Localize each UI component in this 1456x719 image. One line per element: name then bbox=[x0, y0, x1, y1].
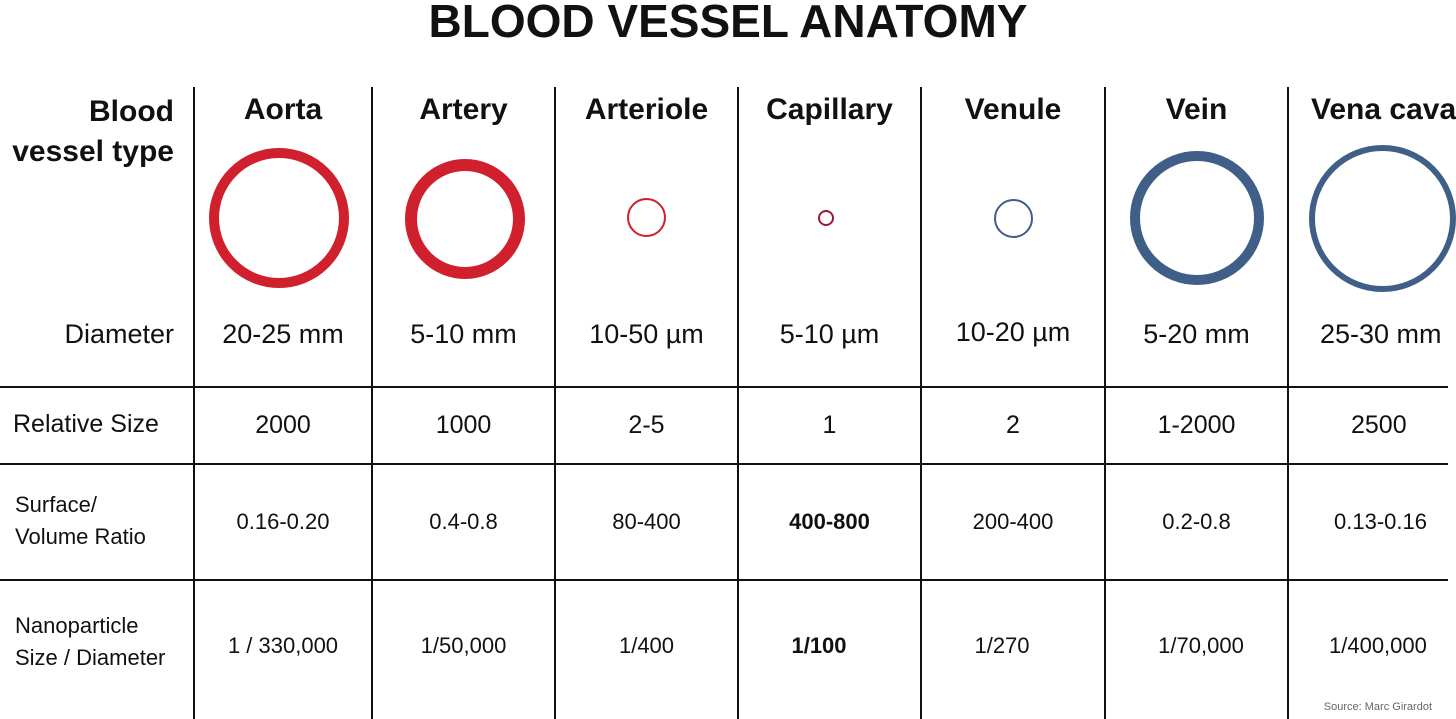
column-header-arteriole: Arteriole bbox=[584, 93, 709, 126]
relative-size-venule: 2 bbox=[1006, 411, 1020, 439]
source-credit: Source: Marc Girardot bbox=[1323, 701, 1432, 713]
nanoparticle-artery: 1/50,000 bbox=[420, 633, 507, 658]
row-label-diameter: Diameter bbox=[64, 319, 174, 349]
nanoparticle-vena-cava: 1/400,000 bbox=[1329, 633, 1427, 658]
relative-size-vena-cava: 2500 bbox=[1351, 411, 1407, 439]
venule-cross-section-icon bbox=[994, 199, 1033, 238]
surface-volume-venule: 200-400 bbox=[972, 509, 1054, 534]
column-header-artery: Artery bbox=[419, 93, 508, 126]
diameter-artery: 5-10 mm bbox=[410, 318, 517, 349]
column-header-vena-cava: Vena cava bbox=[1311, 93, 1456, 126]
surface-volume-capillary: 400-800 bbox=[789, 509, 870, 534]
nanoparticle-arteriole: 1/400 bbox=[618, 633, 675, 658]
page-title: BLOOD VESSEL ANATOMY bbox=[428, 0, 1028, 47]
diameter-capillary: 5-10 µm bbox=[779, 318, 880, 349]
relative-size-capillary: 1 bbox=[822, 411, 837, 439]
relative-size-vein: 1-2000 bbox=[1157, 411, 1236, 439]
arteriole-cross-section-icon bbox=[627, 198, 666, 237]
diameter-venule: 10-20 µm bbox=[955, 316, 1071, 347]
column-header-aorta: Aorta bbox=[243, 93, 323, 126]
nanoparticle-aorta: 1 / 330,000 bbox=[227, 633, 339, 658]
row-label-relative-size: Relative Size bbox=[13, 410, 159, 438]
column-header-vein: Vein bbox=[1165, 93, 1228, 126]
artery-cross-section-icon bbox=[405, 159, 525, 279]
surface-volume-vein: 0.2-0.8 bbox=[1162, 509, 1231, 534]
surface-volume-aorta: 0.16-0.20 bbox=[236, 509, 330, 534]
diameter-vein: 5-20 mm bbox=[1143, 318, 1250, 349]
vena-cava-cross-section-icon bbox=[1309, 145, 1456, 292]
row-label-nanoparticle: Nanoparticle Size / Diameter bbox=[15, 613, 166, 670]
vein-cross-section-icon bbox=[1130, 151, 1264, 285]
row-label-vessel-type: Blood vessel type bbox=[12, 95, 174, 168]
aorta-cross-section-icon bbox=[209, 148, 349, 288]
surface-volume-artery: 0.4-0.8 bbox=[429, 509, 498, 534]
row-label-surface-volume: Surface/ Volume Ratio bbox=[15, 492, 146, 549]
relative-size-artery: 1000 bbox=[435, 411, 492, 439]
column-header-capillary: Capillary bbox=[766, 93, 893, 126]
nanoparticle-capillary: 1/100 bbox=[791, 633, 847, 658]
nanoparticle-vein: 1/70,000 bbox=[1158, 633, 1244, 658]
diameter-aorta: 20-25 mm bbox=[222, 318, 344, 349]
diameter-vena-cava: 25-30 mm bbox=[1320, 318, 1442, 349]
surface-volume-arteriole: 80-400 bbox=[612, 509, 681, 534]
surface-volume-vena-cava: 0.13-0.16 bbox=[1334, 509, 1427, 534]
capillary-cross-section-icon bbox=[818, 210, 834, 226]
relative-size-aorta: 2000 bbox=[255, 411, 311, 439]
diameter-arteriole: 10-50 µm bbox=[589, 318, 704, 349]
relative-size-arteriole: 2-5 bbox=[628, 411, 665, 439]
nanoparticle-venule: 1/270 bbox=[974, 633, 1030, 658]
column-header-venule: Venule bbox=[964, 93, 1062, 126]
